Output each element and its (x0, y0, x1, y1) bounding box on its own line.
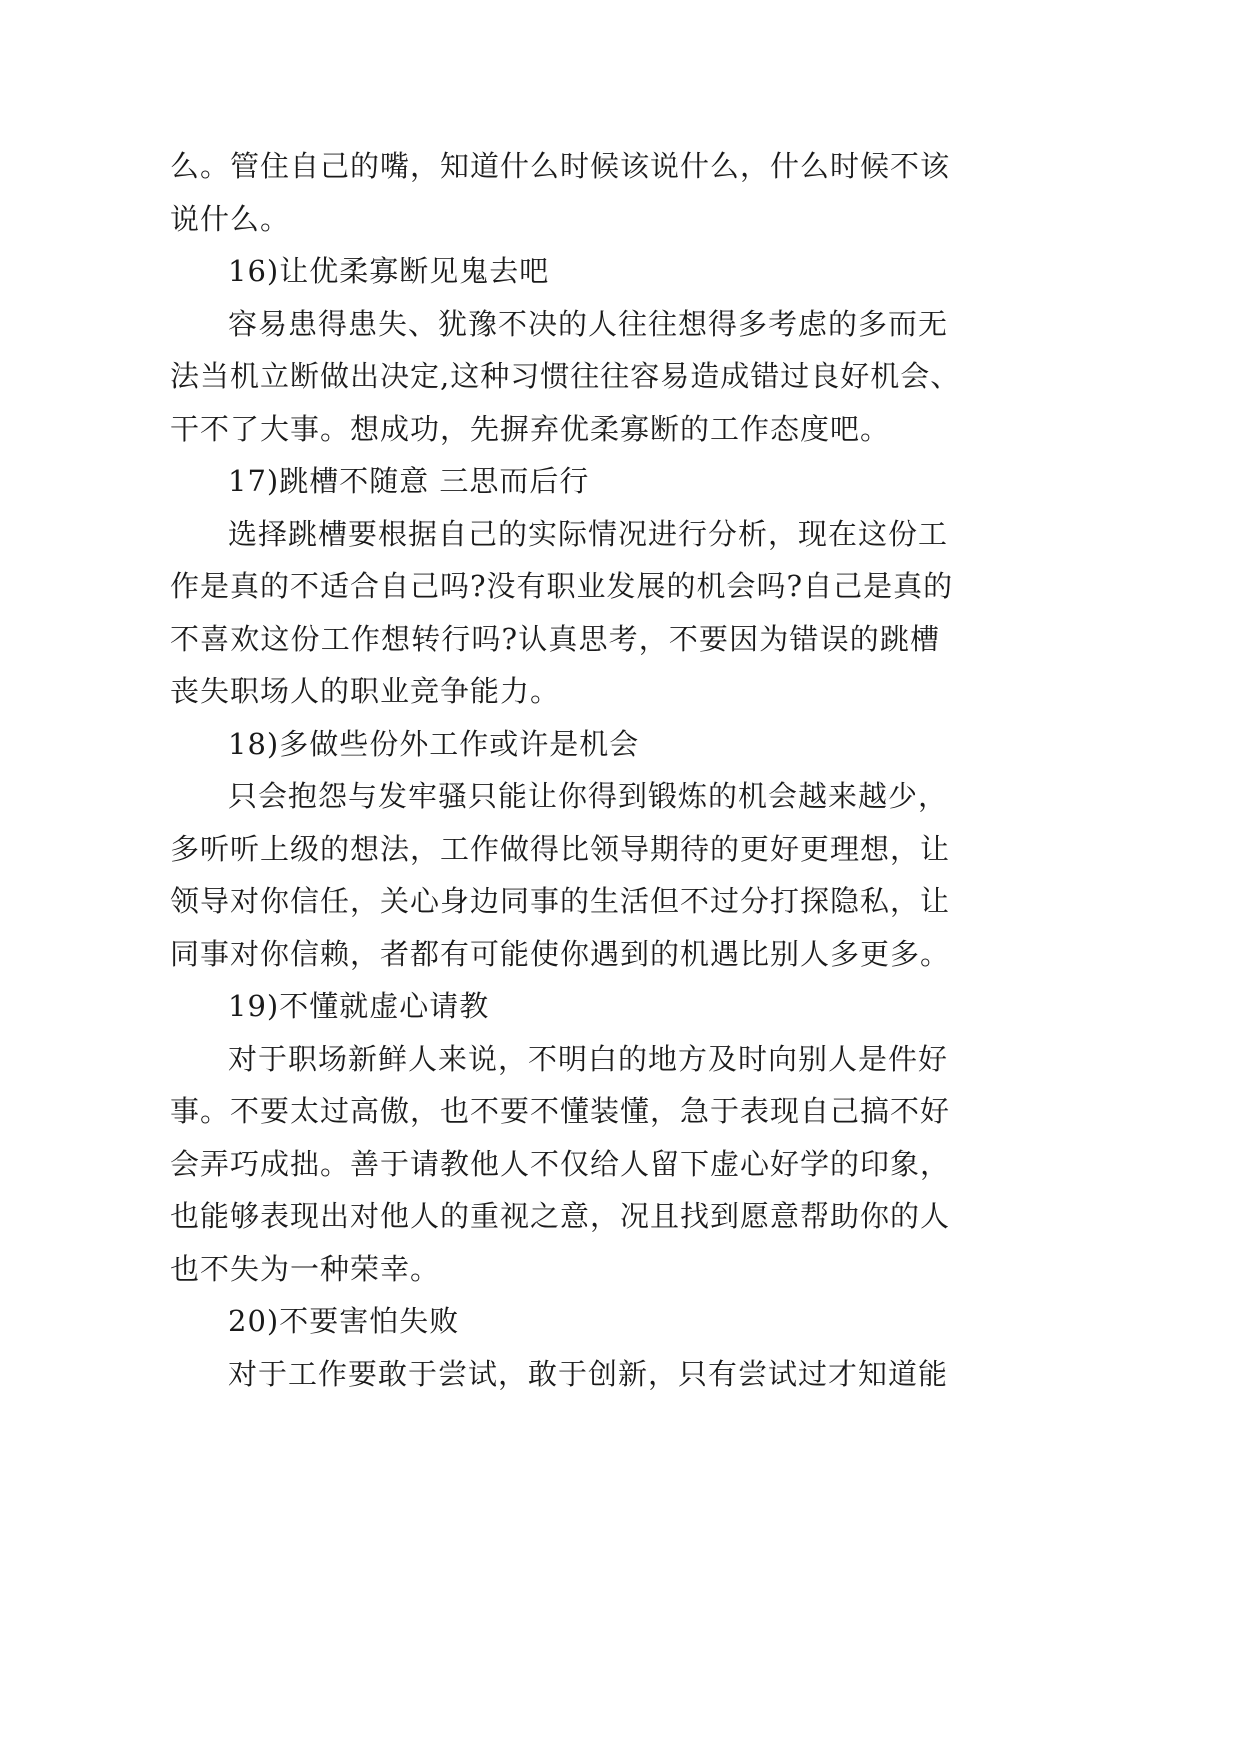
paragraph-line: 也能够表现出对他人的重视之意，况且找到愿意帮助你的人 (170, 1199, 951, 1233)
paragraph-line: 干不了大事。想成功，先摒弃优柔寡断的工作态度吧。 (170, 412, 891, 446)
paragraph-line: 同事对你信赖，者都有可能使你遇到的机遇比别人多更多。 (170, 937, 951, 971)
paragraph-line: 法当机立断做出决定,这种习惯往往容易造成错过良好机会、 (170, 359, 961, 393)
section-heading-19: 19)不懂就虚心请教 (228, 989, 490, 1023)
paragraph-line: 对于职场新鲜人来说，不明白的地方及时向别人是件好 (228, 1042, 949, 1076)
paragraph-line: 容易患得患失、犹豫不决的人往往想得多考虑的多而无 (228, 307, 949, 341)
paragraph-line: 多听听上级的想法，工作做得比领导期待的更好更理想，让 (170, 832, 951, 866)
section-heading-20: 20)不要害怕失败 (228, 1304, 460, 1338)
paragraph-line: 说什么。 (170, 202, 291, 236)
section-heading-17: 17)跳槽不随意 三思而后行 (228, 464, 590, 498)
paragraph-line: 对于工作要敢于尝试，敢于创新，只有尝试过才知道能 (228, 1357, 949, 1391)
paragraph-line: 作是真的不适合自己吗?没有职业发展的机会吗?自己是真的 (170, 569, 954, 603)
paragraph-line: 领导对你信任，关心身边同事的生活但不过分打探隐私，让 (170, 884, 951, 918)
paragraph-line: 会弄巧成拙。善于请教他人不仅给人留下虚心好学的印象， (170, 1147, 951, 1181)
section-heading-16: 16)让优柔寡断见鬼去吧 (228, 254, 550, 288)
paragraph-line: 也不失为一种荣幸。 (170, 1252, 441, 1286)
paragraph-line: 只会抱怨与发牢骚只能让你得到锻炼的机会越来越少， (228, 779, 949, 813)
paragraph-line: 事。不要太过高傲，也不要不懂装懂，急于表现自己搞不好 (170, 1094, 951, 1128)
paragraph-line: 不喜欢这份工作想转行吗?认真思考，不要因为错误的跳槽 (170, 622, 940, 656)
paragraph-line: 么。管住自己的嘴，知道什么时候该说什么，什么时候不该 (170, 149, 951, 183)
section-heading-18: 18)多做些份外工作或许是机会 (228, 727, 640, 761)
paragraph-line: 丧失职场人的职业竞争能力。 (170, 674, 561, 708)
paragraph-line: 选择跳槽要根据自己的实际情况进行分析，现在这份工 (228, 517, 949, 551)
